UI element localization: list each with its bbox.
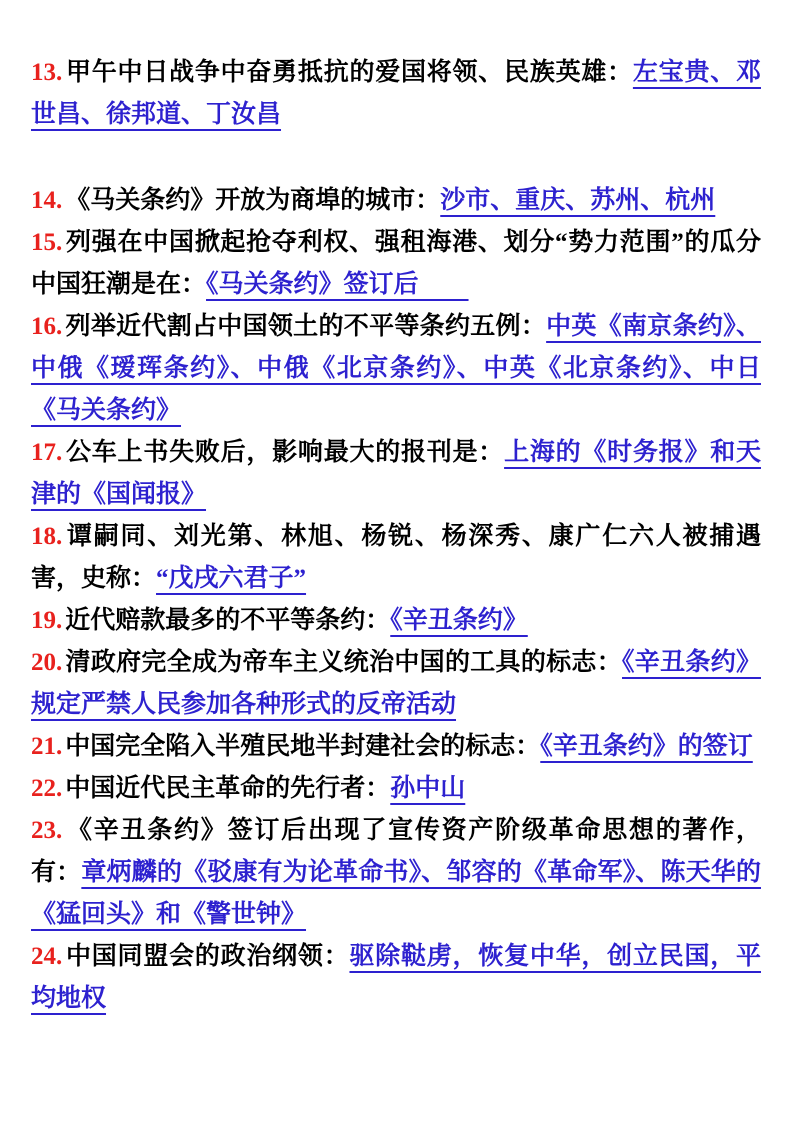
answer-text: 《辛丑条约》的签订 <box>540 733 753 760</box>
qa-item-22 <box>31 768 761 810</box>
answer-text: 驱除鞑虏，恢复中华，创立民国，平均地权 <box>31 943 761 1012</box>
item-number: 22. <box>31 775 63 802</box>
qa-item-21 <box>31 726 761 768</box>
question-text: 甲午中日战争中奋勇抵抗的爱国将领、民族英雄： <box>65 59 633 86</box>
qa-item-19 <box>31 600 761 642</box>
question-text: 清政府完全成为帝车主义统治中国的工具的标志： <box>65 649 623 676</box>
question-text: 近代赔款最多的不平等条约： <box>65 607 391 634</box>
question-text: 《马关条约》开放为商埠的城市： <box>65 187 441 214</box>
question-text: 列举近代割占中国领土的不平等条约五例： <box>65 313 547 340</box>
answer-text: 《辛丑条约》规定严禁人民参加各种形式的反帝活动 <box>31 649 761 718</box>
item-number: 14. <box>31 187 63 214</box>
qa-item-23 <box>31 810 761 936</box>
question-text: 《辛丑条约》签订后出现了宣传资产阶级革命思想的著作，有： <box>31 817 761 886</box>
answer-text: 左宝贵、邓世昌、徐邦道、丁汝昌 <box>31 59 761 128</box>
answer-text: 中英《南京条约》、中俄《瑷珲条约》、中俄《北京条约》、中英《北京条约》、中日《马关条约》 <box>31 313 761 424</box>
answer-text: 章炳麟的《驳康有为论革命书》、邹容的《革命军》、陈天华的《猛回头》和《警世钟》 <box>31 859 761 928</box>
item-number: 18. <box>31 523 63 550</box>
qa-item-18 <box>31 516 761 600</box>
item-number: 23. <box>31 817 63 844</box>
qa-item-17 <box>31 432 761 516</box>
question-text: 谭嗣同、刘光第、林旭、杨锐、杨深秀、康广仁六人被捕遇害，史称： <box>31 523 761 592</box>
qa-item-14 <box>31 180 761 222</box>
qa-item-24 <box>31 936 761 1020</box>
answer-text: 沙市、重庆、苏州、杭州 <box>440 187 716 214</box>
item-number: 17. <box>31 439 63 466</box>
question-text: 中国同盟会的政治纲领： <box>65 943 350 970</box>
question-text: 公车上书失败后，影响最大的报刊是： <box>65 439 505 466</box>
item-number: 21. <box>31 733 63 760</box>
question-text: 列强在中国掀起抢夺利权、强租海港、划分“势力范围”的瓜分中国狂潮是在： <box>31 229 761 298</box>
item-number: 20. <box>31 649 63 676</box>
answer-text: 孙中山 <box>390 775 466 802</box>
qa-item-15 <box>31 222 761 306</box>
qa-item-20 <box>31 642 761 726</box>
item-number: 13. <box>31 59 63 86</box>
question-text: 中国完全陷入半殖民地半封建社会的标志： <box>65 733 541 760</box>
qa-item-13 <box>31 52 761 136</box>
answer-text: “戊戌六君子” <box>156 565 307 592</box>
item-number: 16. <box>31 313 63 340</box>
item-number: 15. <box>31 229 63 256</box>
item-number: 24. <box>31 943 63 970</box>
qa-item-16 <box>31 306 761 432</box>
item-number: 19. <box>31 607 63 634</box>
answer-text: 上海的《时务报》和天津的《国闻报》 <box>31 439 761 508</box>
answer-text: 《马关条约》签订后 <box>206 271 469 298</box>
answer-text: 《辛丑条约》 <box>390 607 528 634</box>
question-text: 中国近代民主革命的先行者： <box>65 775 391 802</box>
